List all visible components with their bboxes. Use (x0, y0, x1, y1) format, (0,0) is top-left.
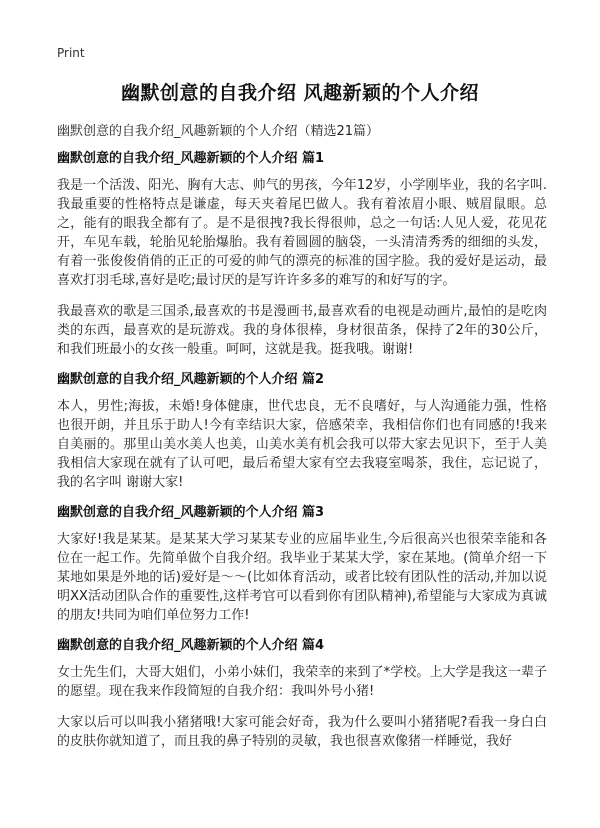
document-subtitle: 幽默创意的自我介绍_风趣新颖的个人介绍（精选21篇） (57, 124, 380, 139)
section-2 (57, 371, 547, 492)
document-content (57, 150, 547, 763)
section-paragraph: 本人，男性;海拔，未婚!身体健康，世代忠良，无不良嗜好，与人沟通能力强，性格也很开朗，并且乐于助人!今有幸结识大家，倍感荣幸，我相信你们也有同感的!我来自美丽的。那里山美水美人也美，山美水美有机会我可以带大家去见识下，至于人美我相信大家现在就有了认可吧，最后希望大家有空去我寝室喝茶，我住，忘记说了，我的名字叫 谢谢大家! (57, 399, 547, 490)
section-heading: 幽默创意的自我介绍_风趣新颖的个人介绍 篇3 (57, 505, 325, 520)
print-label: Print (57, 46, 85, 60)
section-paragraph: 我是一个活泼、阳光、胸有大志、帅气的男孩，今年12岁，小学刚毕业，我的名字叫.我最重要的性格特点是谦虚，每天夹着尾巴做人。我有着浓眉小眼、贼眉鼠眼。总之，能有的眼我全都有了。是不是很拽?我长得很帅，总之一句话:人见人爱，花见花开，车见车载，轮胎见轮胎爆胎。我有着圆圆的脑袋，一头清清秀秀的细细的头发，有着一张俊俊俏俏的正正的可爱的帅气的漂亮的标准的国字脸。我的爱好是运动，最喜欢打羽毛球,喜好是吃;最讨厌的是写许许多多的难写的和好写的字。 (57, 178, 547, 288)
section-1 (57, 150, 547, 359)
section-paragraph: 大家以后可以叫我小猪猪哦!大家可能会好奇，我为什么要叫小猪猪呢?看我一身白白的皮肤你就知道了，而且我的鼻子特别的灵敏，我也很喜欢像猪一样睡觉，我好 (57, 715, 547, 749)
document-title: 幽默创意的自我介绍 风趣新颖的个人介绍 (120, 82, 480, 104)
section-heading: 幽默创意的自我介绍_风趣新颖的个人介绍 篇1 (57, 151, 325, 166)
section-paragraph: 我最喜欢的歌是三国杀,最喜欢的书是漫画书,最喜欢看的电视是动画片,最怕的是吃肉类的东西，最喜欢的是玩游戏。我的身体很棒，身材很苗条，保持了2年的30公斤，和我们班最小的女孩一般重。呵呵，这就是我。挺我哦。谢谢! (57, 304, 547, 357)
section-3 (57, 504, 547, 625)
section-heading: 幽默创意的自我介绍_风趣新颖的个人介绍 篇4 (57, 638, 325, 653)
section-paragraph: 大家好!我是某某。是某某大学习某某专业的应届毕业生,今后很高兴也很荣幸能和各位在一起工作。先简单做个自我介绍。我毕业于某某大学，家在某地。(简单介绍一下某地如果是外地的话)爱好是～～(比如体育活动，或者比较有团队性的活动,并加以说明XX活动团队合作的重要性,这样考官可以看到你有团队精神),希望能与大家成为真诚的朋友!共同为咱们单位努力工作! (57, 532, 547, 623)
section-4 (57, 637, 547, 751)
section-heading: 幽默创意的自我介绍_风趣新颖的个人介绍 篇2 (57, 372, 325, 387)
section-paragraph: 女士先生们，大哥大姐们，小弟小妹们，我荣幸的来到了*学校。上大学是我这一辈子的愿望。现在我来作段简短的自我介绍：我叫外号小猪! (57, 665, 547, 699)
